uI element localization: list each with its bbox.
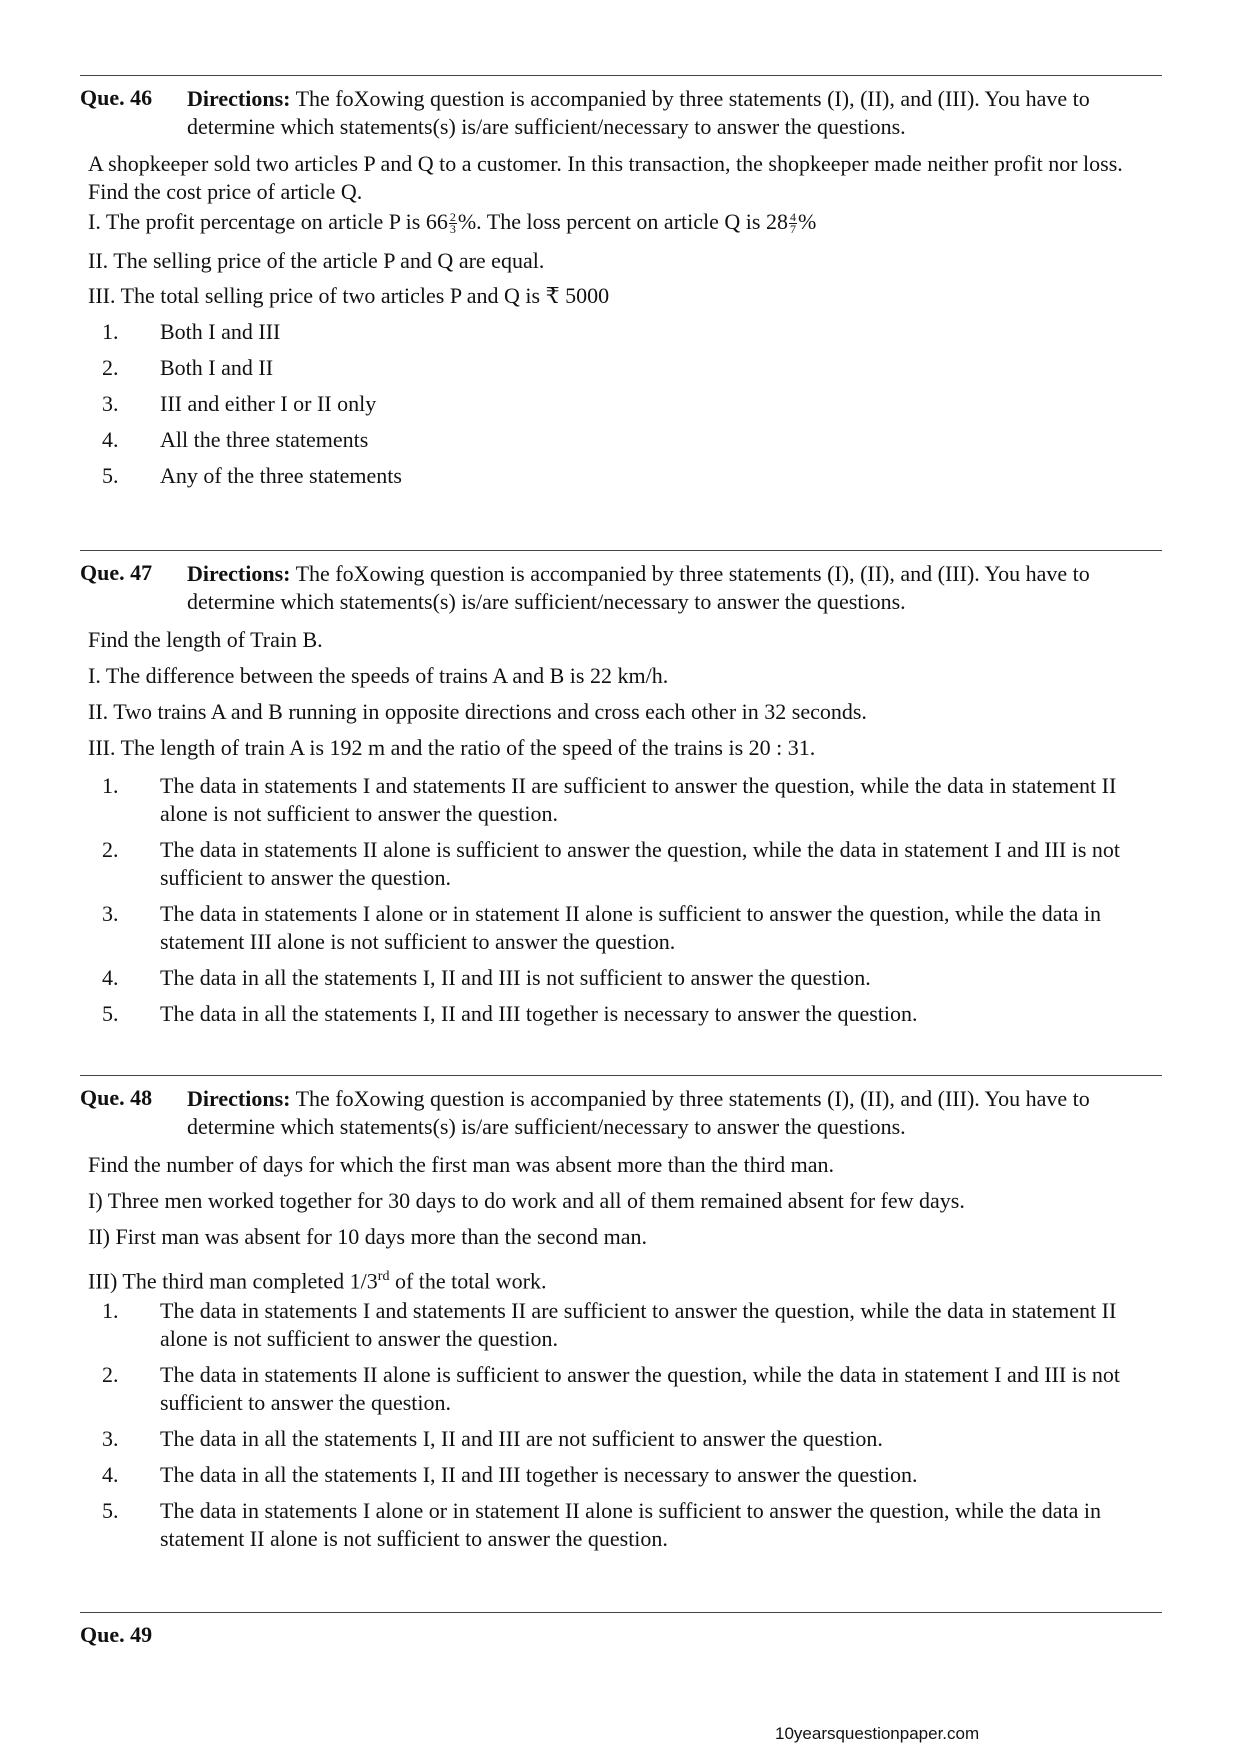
question-stem: Find the length of Train B. [88, 627, 323, 652]
statement-1: I) Three men worked together for 30 days to do work and all of them remained absent for few days. [88, 1188, 965, 1213]
directions [187, 85, 1147, 141]
statement-2: II. Two trains A and B running in opposite directions and cross each other in 32 seconds. [88, 699, 867, 724]
divider-rule [80, 550, 1162, 551]
statement-2: II. The selling price of the article P and Q are equal. [88, 248, 545, 273]
directions-label: Directions: [187, 1086, 291, 1111]
question-number: Que. 48 [80, 1085, 153, 1110]
directions-text: The foXowing question is accompanied by three statements (I), (II), and (III). You have to determine which statements(s) is/are sufficient/necessary to answer the questions. [187, 1086, 1090, 1139]
question-stem: A shopkeeper sold two articles P and Q to a customer. In this transaction, the shopkeeper made neither profit nor loss. Find the cost price of article Q. [88, 151, 1123, 204]
directions [187, 1085, 1147, 1141]
statement-3: III) The third man completed 1/3rd of the total work. [88, 1268, 547, 1294]
statement-1: I. The difference between the speeds of trains A and B is 22 km/h. [88, 663, 669, 688]
directions-text: The foXowing question is accompanied by three statements (I), (II), and (III). You have to determine which statements(s) is/are sufficient/necessary to answer the questions. [187, 561, 1090, 614]
directions-label: Directions: [187, 561, 291, 586]
directions-text: The foXowing question is accompanied by three statements (I), (II), and (III). You have to determine which statements(s) is/are sufficient/necessary to answer the questions. [187, 86, 1090, 139]
fraction: $\frac{2}{3}$ [449, 210, 456, 237]
directions-label: Directions: [187, 86, 291, 111]
question-number: Que. 47 [80, 560, 153, 585]
statement-1: I. The profit percentage on article P is 66 $\frac{2}{3}$ %. The loss percent on article Q is 28 $\frac{4}{7}$ % [88, 209, 817, 237]
statement-3: III. The total selling price of two articles P and Q is ₹ 5000 [88, 283, 610, 308]
question-stem: Find the number of days for which the first man was absent more than the third man. [88, 1152, 834, 1177]
statement-3: III. The length of train A is 192 m and the ratio of the speed of the trains is 20 : 31. [88, 735, 816, 760]
footer-watermark: 10yearsquestionpaper.com [775, 1724, 980, 1743]
divider-rule [80, 75, 1162, 76]
divider-rule [80, 1612, 1162, 1613]
fraction: $\frac{4}{7}$ [789, 210, 796, 237]
divider-rule [80, 1075, 1162, 1076]
statement-2: II) First man was absent for 10 days more than the second man. [88, 1224, 648, 1249]
question-number: Que. 49 [80, 1622, 153, 1647]
directions [187, 560, 1147, 616]
question-number: Que. 46 [80, 85, 153, 110]
